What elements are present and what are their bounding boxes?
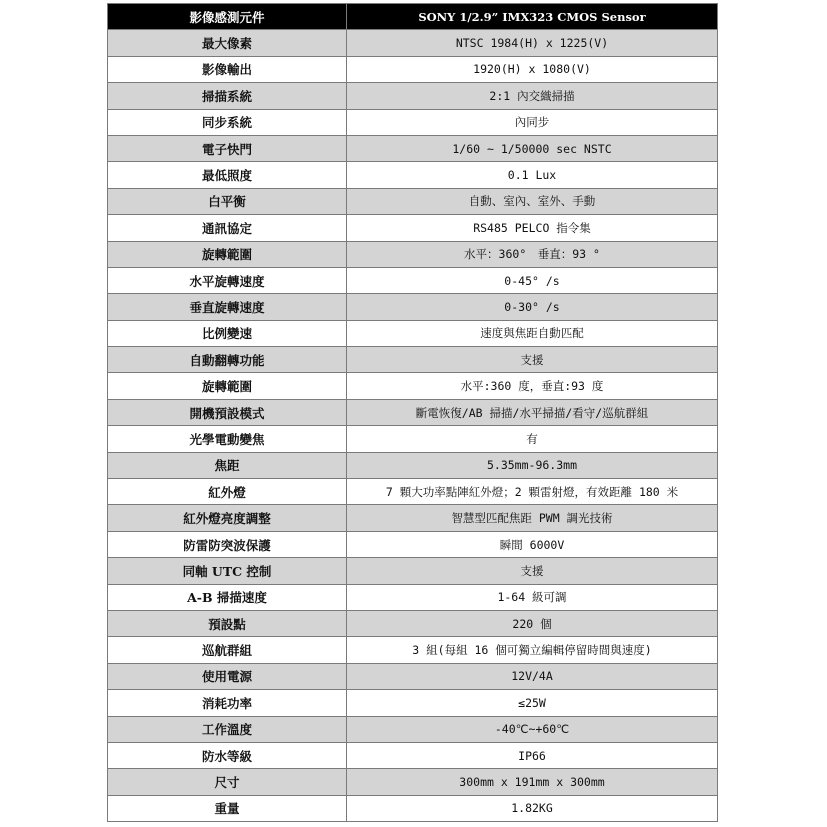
spec-value: 1.82KG [347,795,718,821]
spec-label: 紅外燈 [108,479,347,505]
spec-label: 垂直旋轉速度 [108,294,347,320]
spec-row [108,426,718,452]
spec-row [108,162,718,188]
spec-label: 水平旋轉速度 [108,267,347,293]
spec-label: 焦距 [108,452,347,478]
spec-row [108,637,718,663]
spec-label: A-B 掃描速度 [108,584,347,610]
spec-row [108,690,718,716]
spec-value: 支援 [347,558,718,584]
spec-value: 智慧型匹配焦距 PWM 調光技術 [347,505,718,531]
spec-row [108,109,718,135]
spec-row [108,531,718,557]
spec-row [108,267,718,293]
spec-value: 1-64 級可調 [347,584,718,610]
spec-value: 斷電恢復/AB 掃描/水平掃描/看守/巡航群組 [347,399,718,425]
spec-row [108,452,718,478]
spec-row [108,215,718,241]
spec-label: 掃描系統 [108,83,347,109]
spec-row [108,663,718,689]
spec-value: 1/60 ~ 1/50000 sec NSTC [347,135,718,161]
spec-header-value: SONY 1/2.9” IMX323 CMOS Sensor [347,4,718,30]
spec-value: 有 [347,426,718,452]
spec-label: 白平衡 [108,188,347,214]
spec-label: 自動翻轉功能 [108,347,347,373]
spec-row [108,716,718,742]
spec-label: 工作溫度 [108,716,347,742]
spec-value: 速度與焦距自動匹配 [347,320,718,346]
spec-value: RS485 PELCO 指令集 [347,215,718,241]
spec-value: NTSC 1984(H) x 1225(V) [347,30,718,56]
spec-value: 2:1 內交織掃描 [347,83,718,109]
spec-value: 水平：360° 垂直：93 ° [347,241,718,267]
spec-label: 開機預設模式 [108,399,347,425]
spec-header-label: 影像感測元件 [108,4,347,30]
spec-row [108,795,718,821]
spec-row [108,505,718,531]
spec-label: 消耗功率 [108,690,347,716]
spec-label: 尺寸 [108,769,347,795]
spec-value: 瞬間 6000V [347,531,718,557]
spec-label: 紅外燈亮度調整 [108,505,347,531]
spec-value: IP66 [347,742,718,768]
spec-value: 0-45° /s [347,267,718,293]
spec-row [108,373,718,399]
spec-label: 最低照度 [108,162,347,188]
spec-value: 300mm x 191mm x 300mm [347,769,718,795]
spec-label: 光學電動變焦 [108,426,347,452]
spec-value: 7 顆大功率點陣紅外燈；2 顆雷射燈，有效距離 180 米 [347,479,718,505]
spec-label: 比例變速 [108,320,347,346]
spec-value: 3 組(每組 16 個可獨立編輯停留時間與速度) [347,637,718,663]
spec-row [108,320,718,346]
spec-row [108,83,718,109]
spec-value: 水平:360 度，垂直:93 度 [347,373,718,399]
spec-table [107,3,718,822]
spec-label: 預設點 [108,610,347,636]
spec-label: 電子快門 [108,135,347,161]
spec-row [108,241,718,267]
spec-row [108,479,718,505]
spec-row [108,610,718,636]
spec-value: 12V/4A [347,663,718,689]
spec-value: ≤25W [347,690,718,716]
spec-label: 旋轉範圍 [108,373,347,399]
spec-value: 0-30° /s [347,294,718,320]
spec-value: 0.1 Lux [347,162,718,188]
spec-label: 同軸 UTC 控制 [108,558,347,584]
spec-row [108,135,718,161]
spec-label: 旋轉範圍 [108,241,347,267]
spec-label: 影像輸出 [108,56,347,82]
spec-value: 1920(H) x 1080(V) [347,56,718,82]
spec-label: 防雷防突波保護 [108,531,347,557]
spec-label: 使用電源 [108,663,347,689]
spec-label: 最大像素 [108,30,347,56]
spec-row [108,30,718,56]
spec-label: 同步系統 [108,109,347,135]
spec-label: 通訊協定 [108,215,347,241]
spec-value: 支援 [347,347,718,373]
spec-value: 自動、室內、室外、手動 [347,188,718,214]
spec-label: 防水等級 [108,742,347,768]
spec-value: 220 個 [347,610,718,636]
spec-row [108,347,718,373]
spec-value: 5.35mm-96.3mm [347,452,718,478]
spec-row [108,399,718,425]
spec-value: 內同步 [347,109,718,135]
spec-header-row [108,4,718,30]
spec-row [108,56,718,82]
spec-value: -40℃~+60℃ [347,716,718,742]
spec-row [108,584,718,610]
spec-row [108,294,718,320]
spec-table-body [108,4,718,822]
spec-row [108,188,718,214]
spec-label: 巡航群組 [108,637,347,663]
spec-row [108,742,718,768]
spec-label: 重量 [108,795,347,821]
spec-row [108,769,718,795]
spec-row [108,558,718,584]
